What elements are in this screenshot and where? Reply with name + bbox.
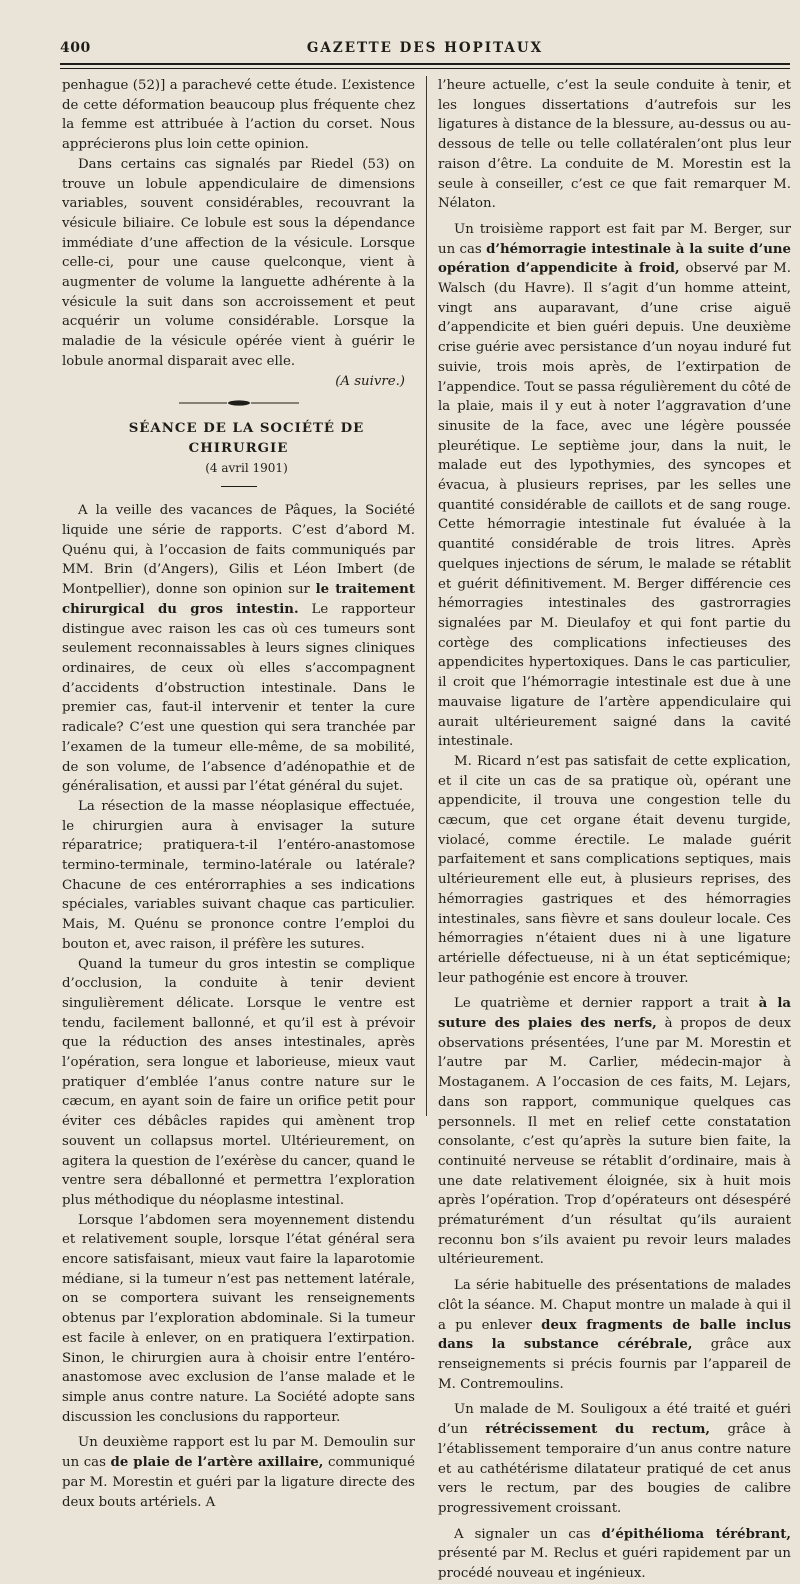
paragraph [62, 155, 415, 372]
ornament-divider [179, 399, 299, 407]
bold-phrase: deux fragments de balle inclus dans la substance cérébrale, [438, 1317, 791, 1353]
text-run: M. Ricard n’est pas satisfait de cette explication, et il cite un cas de sa pratique où, opérant une appendicite, il trouva une congestion telle du cæcum, que cet organe était devenu turgide, violacé, comme érectile. Le malade guérit parfaitement et sans complications septiques, mais ultérieurement elle eut, à plusieurs reprises, des hémorragies gastriques et des hémorragies intestinales, sans fièvre et sans douleur locale. Ces hémorragies n’étaient dues ni à une ligature artérielle défectueuse, ni à un état septicémique; leur pathogénie est encore à trouver. [438, 753, 791, 986]
text-run: grâce aux renseignements si précis fournis par l’appareil de M. Contremoulins. [438, 1337, 791, 1392]
column-divider [426, 76, 427, 1116]
right-column [438, 76, 791, 1584]
running-title: GAZETTE DES HOPITAUX [306, 40, 544, 56]
text-run: La résection de la masse néoplasique effectuée, le chirurgien aura à envisager la suture réparatrice; pratiquera-t-il l’entéro-anastomose termino-terminale, termino-latérale ou latérale? Chacune de ces entérorraphies a ses indications spéciales, variables suivant chaque cas particulier. Mais, M. Quénu se prononce contre l’emploi du bouton et, avec raison, il préfère les sutures. [62, 798, 415, 952]
paragraph [438, 752, 791, 988]
text-run: communiqué par M. Morestin et guéri par la ligature directe des deux bouts artériels. A [62, 1455, 415, 1510]
short-rule [221, 486, 257, 487]
text-run: penhague (52)] a parachevé cette étude. L’existence de cette déformation beaucoup plus fréquente chez la femme est attribuée à l’action du corset. Nous apprécierons plus loin cette opinion. [62, 78, 415, 153]
text-run: Un deuxième rapport est lu par M. Demoulin sur un cas [62, 1435, 415, 1471]
text-run: l’heure actuelle, c’est la seule conduite à tenir, et les longues dissertations d’autrefois sur les ligatures à distance de la blessure, au-dessus ou au-dessous de telle ou telle collatéralen’ont plus leur raison d’être. La conduite de M. Morestin est la seule à conseiller, c’est ce que fait remarquer M. Nélaton. [438, 78, 791, 212]
text-run: à propos de deux observations présentées, l’une par M. Morestin et l’autre par M. Carlier, médecin-major à Mostaganem. A l’occasion de ces faits, M. Lejars, dans son rapport, communique quelques cas personnels. Il met en relief cette constatation consolante, c’est qu’après la suture bien faite, la continuité nerveuse se rétablit d’ordinaire, mais à une date relativement éloignée, six à huit mois après l’opération. Trop d’opérateurs ont désespéré prématurément d’un résultat qu’ils auraient reconnu bon s’ils avaient pu revoir leurs malades ultérieurement. [438, 1016, 791, 1268]
paragraph [438, 994, 791, 1270]
paragraph [438, 76, 791, 214]
text-run: présenté par M. Reclus et guéri rapidement par un procédé nouveau et ingénieux. [438, 1546, 791, 1582]
paragraph [438, 1525, 791, 1584]
text-run: A la veille des vacances de Pâques, la Société liquide une série de rapports. C’est d’abord M. Quénu qui, à l’occasion de faits communiqués par MM. Brin (d’Angers), Gilis et Léon Imbert (de Montpellier), donne son opinion sur [62, 503, 415, 598]
paragraph [62, 955, 415, 1211]
text-run: Le rapporteur distingue avec raison les cas où ces tumeurs sont seulement reconnaissables à leurs signes cliniques ordinaires, de ceux où elles s’accompagnent d’accidents d’obstruction intestinale. Dans le premier cas, faut-il intervenir et tenter la cure radicale? C’est une question qui sera tranchée par l’examen de la tumeur elle-même, de sa mobilité, de son volume, de l’absence d’adénopathie et de généralisation, et aussi par l’état général du sujet. [62, 601, 415, 795]
text-run: Un malade de M. Souligoux a été traité et guéri d’un [438, 1402, 791, 1438]
text-run: A signaler un cas [454, 1526, 602, 1542]
paragraph [438, 1400, 791, 1518]
left-column [62, 76, 415, 1512]
text-run: Lorsque l’abdomen sera moyennement distendu et relativement souple, lorsque l’état général sera encore satisfaisant, mieux vaut faire la laparotomie médiane, si la tumeur n’est pas nettement latérale, on se comportera suivant les renseignements obtenus par l’exploration abdominale. Si la tumeur est facile à enlever, on en pratiquera l’extirpation. Sinon, le chirurgien aura à choisir entre l’entéro-anastomose avec exclusion de l’anse malade et le simple anus contre nature. La Société adopte sans discussion les conclusions du rapporteur. [62, 1212, 415, 1425]
text-run: observé par M. Walsch (du Havre). Il s’agit d’un homme atteint, vingt ans auparavant, d’une crise aiguë d’appendicite et bien guéri depuis. Une deuxième crise guérie avec persistance d’un noyau induré fut suivie, trois mois après, de l’extirpation de l’appendice. Tout se passa régulièrement du côté de la plaie, mais il y eut à noter l’aggravation d’une sinusite de la face, avec une légère poussée pleurétique. Le septième jour, dans la nuit, le malade eut des lypothymies, des syncopes et évacua, à plusieurs reprises, par les selles une quantité considérable de caillots et de sang rouge. Cette hémorragie intestinale fut évaluée à la quantité considérable de trois litres. Après quelques injections de sérum, le malade se rétablit et guérit définitivement. M. Berger différencie ces hémorragies intestinales des gastrorragies signalées par M. Dieulafoy et qui font partie du cortège des complications infectieuses des appendicites hypertoxiques. Dans le cas particulier, il croit que l’hémorragie intestinale est due à une mauvaise ligature de l’artère appendiculaire qui aurait ultérieurement saigné dans la cavité intestinale. [438, 261, 791, 750]
text-run: Dans certains cas signalés par Riedel (53) on trouve un lobule appendiculaire de dimensions variables, souvent considérables, recouvrant la vésicule biliaire. Ce lobule est sous la dépendance immédiate d’une affection de la vésicule. Lorsque celle-ci, pour une cause quelconque, vient à augmenter de volume la languette adhérente à la vésicule la suit dans son accroissement et peut acquérir un volume considérable. Lorsque la maladie de la vésicule opérée vient à guérir le lobule anormal disparait avec elle. [62, 156, 415, 369]
page-number: 400 [60, 40, 91, 56]
page-header [60, 40, 790, 64]
bold-phrase: de plaie de l’artère axillaire, [110, 1455, 324, 1471]
text-run: grâce à l’établissement temporaire d’un anus contre nature et au cathétérisme dilatateur pratiqué de cet anus vers le rectum, par des bougies de calibre progressivement croissant. [438, 1422, 791, 1516]
bold-phrase: rétrécissement du rectum, [485, 1422, 711, 1438]
paragraph [62, 1211, 415, 1428]
text-run: Le quatrième et dernier rapport a trait [454, 996, 759, 1012]
paragraph [62, 76, 415, 155]
section-date: (4 avril 1901) [205, 460, 288, 475]
section-title: SÉANCE DE LA SOCIÉTÉ DE CHIRURGIE [128, 421, 365, 456]
text-run: Quand la tumeur du gros intestin se complique d’occlusion, la conduite à tenir devient singulièrement délicate. Lorsque le ventre est tendu, facilement ballonné, et qu’il est à prévoir que la réduction des anses intestinales, après l’opération, sera longue et laborieuse, mieux vaut pratiquer d’emblée l’anus contre nature sur le cæcum, en ayant soin de faire un orifice petit pour éviter ces débâcles rapides qui amènent trop souvent un collapsus mortel. Ultérieurement, on agitera la question de l’exérèse du cancer, quand le ventre sera déballonné et permettra l’exploration plus méthodique du néoplasme intestinal. [62, 956, 415, 1208]
to-be-continued: (A suivre.) [335, 373, 405, 389]
text-run: La série habituelle des présentations de malades clôt la séance. M. Chaput montre un malade à qui il a pu enlever [438, 1278, 791, 1333]
paragraph [438, 220, 791, 752]
bold-phrase: d’épithélioma térébrant, [601, 1526, 791, 1542]
paragraph [62, 797, 415, 955]
text-run: Un troisième rapport est fait par M. Berger, sur un cas [438, 221, 791, 257]
header-rule-thin [60, 68, 790, 69]
header-rule-thick [60, 63, 790, 65]
paragraph [62, 501, 415, 797]
paragraph [438, 1276, 791, 1394]
bold-phrase: le traitement chirurgical du gros intestin. [62, 582, 415, 617]
bold-phrase: à la suture des plaies des nerfs, [438, 996, 791, 1032]
paragraph [62, 1433, 415, 1512]
bold-phrase: d’hémorragie intestinale à la suite d’une opération d’appendicite à froid, [438, 241, 791, 277]
